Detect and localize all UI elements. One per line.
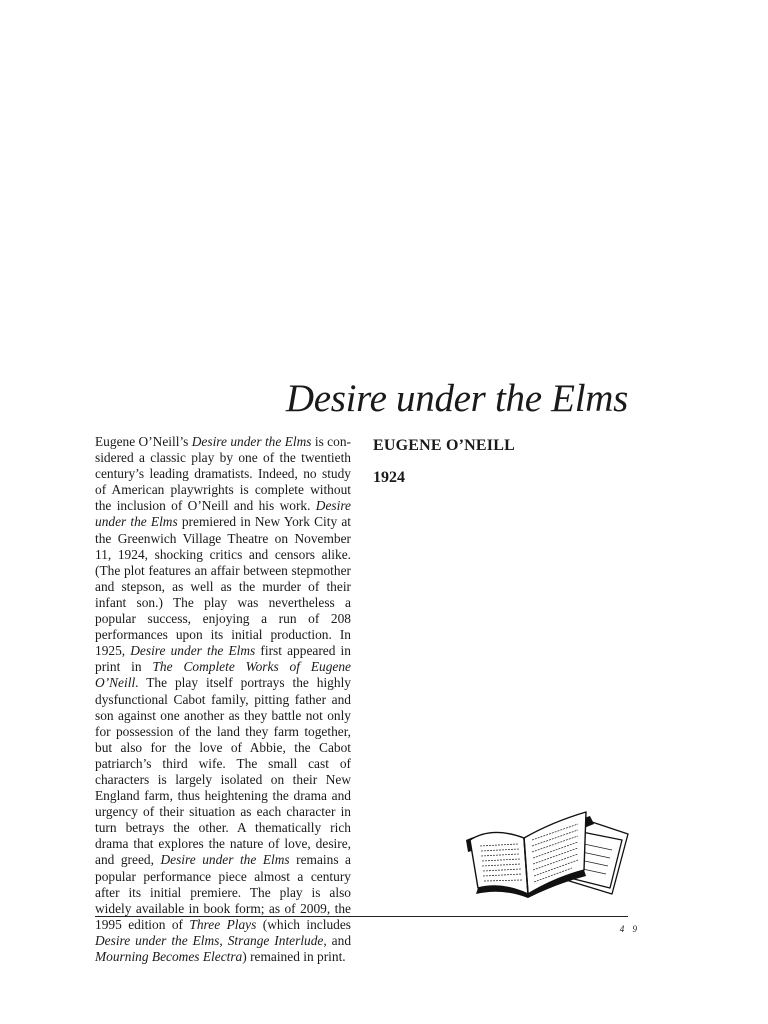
author-name: EUGENE O’NEILL [373, 437, 515, 454]
text-run: ) remained in print. [242, 949, 346, 964]
text-run: premiered in New York City at the Greenwich Village Theatre on November 11, 1924, shocking critics and censors alike. (The plot features an affair between stepmother and stepson, as well as the murder of their infant son.) The play was nevertheless a popular success, enjoying a run of 208 performances upon its initial production. In 1925, [95, 514, 351, 659]
intro-paragraph [95, 434, 351, 965]
text-run: (which includes [256, 916, 351, 932]
italic-title: Desire under the Elms [191, 434, 312, 449]
text-run: , and [323, 932, 352, 948]
text-run: , [219, 932, 228, 948]
italic-title: Desire under the Elms [130, 643, 256, 659]
text-run: Eugene O’Neill’s [95, 434, 192, 449]
publication-year: 1924 [373, 469, 405, 486]
italic-title: Mourning Becomes Electra [95, 949, 243, 964]
text-run: first appeared in print in [95, 643, 351, 675]
italic-title: Desire under the Elms [160, 852, 290, 868]
open-book-icon [462, 800, 634, 898]
page-number: 4 9 [619, 924, 640, 934]
text-run: . The play itself portrays the highly dysfunctional Cabot family, pitting father and son against one another as they battle not only for possession of the land they farm together, but also for the love of Abbie, the Cabot patriarch’s third wife. The small cast of characters is largely isolated on their New England farm, thus heightening the drama and urgency of their situation as each character in turn betrays the other. A thematically rich drama that explores the nature of love, desire, and greed, [95, 675, 351, 868]
italic-title: Strange Interlude [227, 932, 324, 948]
italic-title: Desire under the Elms [95, 498, 351, 530]
footer-rule [95, 916, 628, 917]
italic-title: The Complete Works of Eugene O’Neill [95, 659, 351, 691]
text-run: remains a popular performance piece almost a century after its initial premiere. The play is also widely available in book form; as of 2009, the 1995 edition of [95, 852, 351, 932]
italic-title: Three Plays [189, 916, 257, 932]
italic-title: Desire under the Elms [95, 932, 220, 948]
page-title: Desire under the Elms [285, 377, 628, 420]
text-run: is considered a classic play by one of the twentieth century’s leading dramatists. Indeed, no study of American playwrights is complete without the inclusion of O’Neill and his work. [95, 434, 351, 514]
